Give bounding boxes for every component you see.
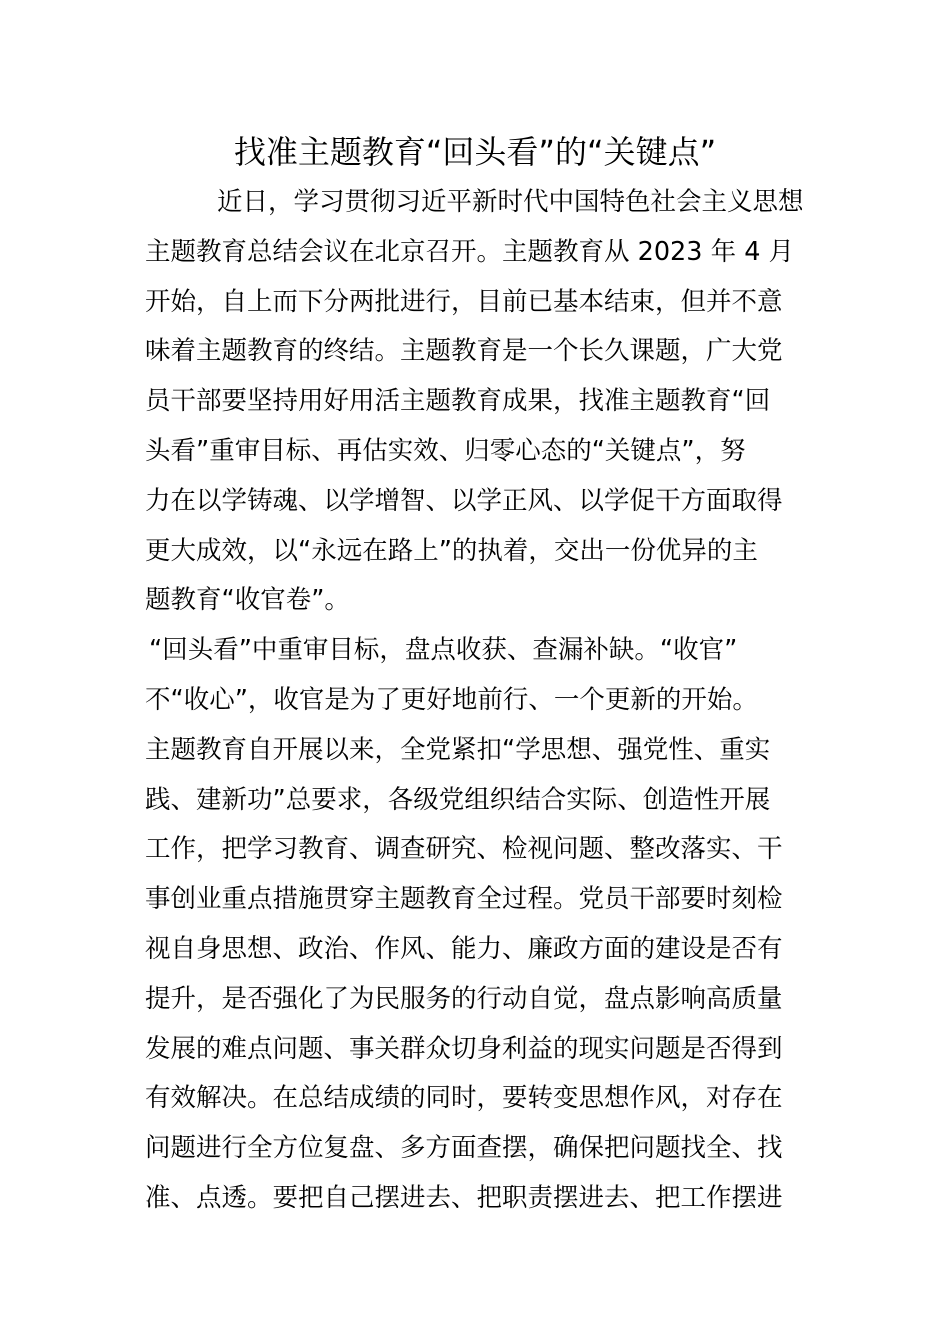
paragraph-line: 味着主题教育的终结。主题教育是一个长久课题，广大党 (145, 336, 783, 367)
paragraph-line: 践、建新功”总要求，各级党组织结合实际、创造性开展 (145, 784, 771, 815)
paragraph-line: 视自身思想、政治、作风、能力、廉政方面的建设是否有 (145, 933, 783, 964)
paragraph-line: 发展的难点问题、事关群众切身利益的现实问题是否得到 (145, 1033, 783, 1064)
paragraph-line: 更大成效，以“永远在路上”的执着，交出一份优异的主 (145, 535, 758, 566)
document-title: 找准主题教育“回头看”的“关键点” (233, 133, 717, 171)
paragraph-line: 近日，学习贯彻习近平新时代中国特色社会主义思想 (217, 187, 804, 217)
paragraph-line: 提升，是否强化了为民服务的行动自觉，盘点影响高质量 (145, 983, 783, 1014)
paragraph-line: 员干部要坚持用好用活主题教育成果，找准主题教育“回 (145, 386, 771, 417)
paragraph-line: 有效解决。在总结成绩的同时，要转变思想作风，对存在 (145, 1083, 783, 1114)
document-body (145, 178, 815, 1224)
paragraph-line: 主题教育自开展以来，全党紧扣“学思想、强党性、重实 (145, 734, 771, 765)
paragraph-line: 事创业重点措施贯穿主题教育全过程。党员干部要时刻检 (145, 884, 783, 915)
paragraph-line: 准、点透。要把自己摆进去、把职责摆进去、把工作摆进 (145, 1182, 783, 1213)
paragraph-line: 头看”重审目标、再估实效、归零心态的“关键点”，努 (145, 435, 746, 466)
paragraph-line: 主题教育总结会议在北京召开。主题教育从 2023 年 4 月 (145, 236, 795, 267)
paragraph-line: 题教育“收官卷”。 (145, 585, 350, 616)
paragraph-line: 不“收心”，收官是为了更好地前行、一个更新的开始。 (145, 684, 758, 715)
paragraph-line: 开始，自上而下分两批进行，目前已基本结束，但并不意 (145, 286, 783, 317)
paragraph-line: 力在以学铸魂、以学增智、以学正风、以学促干方面取得 (145, 485, 783, 516)
paragraph-line: 问题进行全方位复盘、多方面查摆，确保把问题找全、找 (145, 1133, 783, 1164)
paragraph-line: 工作，把学习教育、调查研究、检视问题、整改落实、干 (145, 834, 783, 865)
paragraph-line: “回头看”中重审目标，盘点收获、查漏补缺。“收官” (149, 635, 738, 666)
